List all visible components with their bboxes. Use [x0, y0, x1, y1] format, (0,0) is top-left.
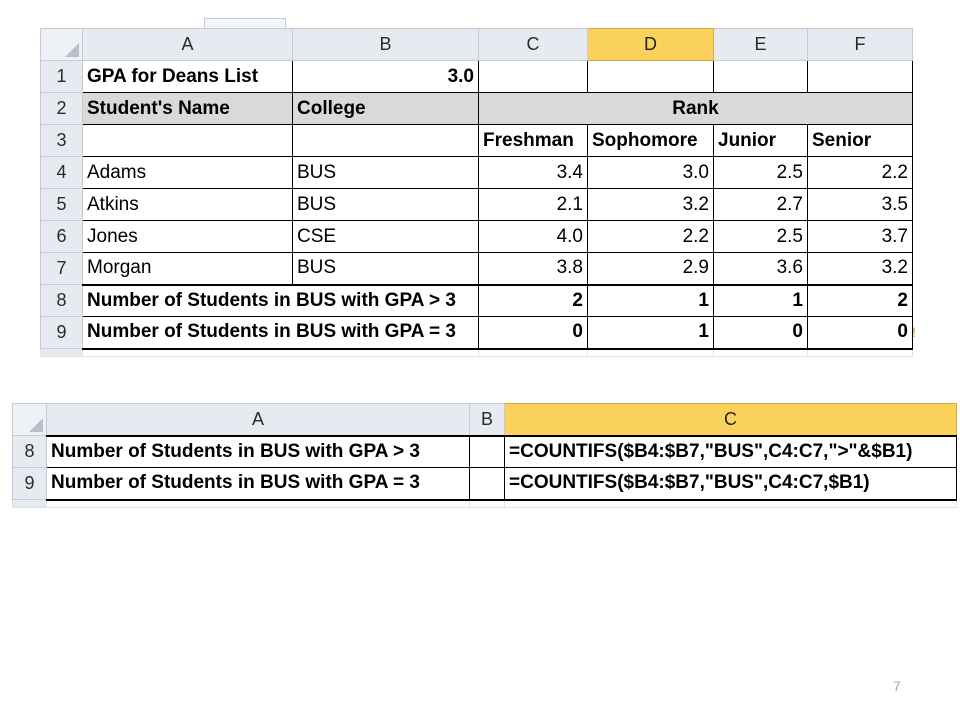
cell-b2[interactable]: College	[293, 93, 479, 125]
page-number: 7	[893, 678, 901, 694]
cell-a5[interactable]: Atkins	[83, 189, 293, 221]
table-row-partial	[13, 500, 957, 508]
cell-e5[interactable]: 2.7	[714, 189, 808, 221]
table-row	[13, 468, 957, 500]
column-header-row	[13, 404, 957, 436]
cell-partial	[83, 349, 479, 357]
cell-a1[interactable]: GPA for Deans List	[83, 61, 293, 93]
cell-a8[interactable]: Number of Students in BUS with GPA > 3	[47, 436, 470, 468]
cell-b1[interactable]: 3.0	[293, 61, 479, 93]
cell-partial	[47, 500, 470, 508]
row-header[interactable]: 6	[41, 221, 83, 253]
cell-partial	[808, 349, 913, 357]
table-row	[41, 157, 913, 189]
column-header-b[interactable]: B	[470, 404, 505, 436]
cell-partial	[479, 349, 588, 357]
spreadsheet-formulas	[12, 403, 957, 508]
table-row	[13, 436, 957, 468]
table-row-partial	[41, 349, 913, 357]
cell-c2-rank-merged[interactable]: Rank	[479, 93, 913, 125]
cell-a6[interactable]: Jones	[83, 221, 293, 253]
cell-d9[interactable]: 1	[588, 317, 714, 349]
cell-partial	[505, 500, 957, 508]
cell-d8[interactable]: 1	[588, 285, 714, 317]
table-row	[41, 317, 913, 349]
cell-a7[interactable]: Morgan	[83, 253, 293, 285]
column-header-f[interactable]: F	[808, 29, 913, 61]
cell-e4[interactable]: 2.5	[714, 157, 808, 189]
cell-d5[interactable]: 3.2	[588, 189, 714, 221]
cell-c8-formula[interactable]: =COUNTIFS($B4:$B7,"BUS",C4:C7,">"&$B1)	[505, 436, 957, 468]
cell-f6[interactable]: 3.7	[808, 221, 913, 253]
cell-e3[interactable]: Junior	[714, 125, 808, 157]
cell-f5[interactable]: 3.5	[808, 189, 913, 221]
column-header-row	[41, 29, 913, 61]
cell-c6[interactable]: 4.0	[479, 221, 588, 253]
cell-d1[interactable]	[588, 61, 714, 93]
table-row	[41, 221, 913, 253]
cell-c1[interactable]	[479, 61, 588, 93]
row-header[interactable]: 1	[41, 61, 83, 93]
cell-b8[interactable]	[470, 436, 505, 468]
column-header-b[interactable]: B	[293, 29, 479, 61]
cell-f1[interactable]	[808, 61, 913, 93]
row-header[interactable]: 8	[13, 436, 47, 468]
column-header-d[interactable]: D	[588, 29, 714, 61]
cell-a9[interactable]: Number of Students in BUS with GPA = 3	[47, 468, 470, 500]
table-row	[41, 189, 913, 221]
cell-f3[interactable]: Senior	[808, 125, 913, 157]
row-header[interactable]: 4	[41, 157, 83, 189]
table-row	[41, 253, 913, 285]
cell-f7[interactable]: 3.2	[808, 253, 913, 285]
cell-c5[interactable]: 2.1	[479, 189, 588, 221]
cell-c9[interactable]: 0	[479, 317, 588, 349]
cell-c7[interactable]: 3.8	[479, 253, 588, 285]
cell-f9[interactable]: 0	[808, 317, 913, 349]
spreadsheet-main	[40, 28, 913, 357]
cell-b5[interactable]: BUS	[293, 189, 479, 221]
column-header-a[interactable]: A	[83, 29, 293, 61]
cell-d7[interactable]: 2.9	[588, 253, 714, 285]
cell-e6[interactable]: 2.5	[714, 221, 808, 253]
row-header-partial	[13, 500, 47, 508]
cell-d4[interactable]: 3.0	[588, 157, 714, 189]
column-header-e[interactable]: E	[714, 29, 808, 61]
cell-c9-formula[interactable]: =COUNTIFS($B4:$B7,"BUS",C4:C7,$B1)	[505, 468, 957, 500]
table-row	[41, 93, 913, 125]
table-row	[41, 285, 913, 317]
row-header[interactable]: 5	[41, 189, 83, 221]
cell-b6[interactable]: CSE	[293, 221, 479, 253]
cell-c4[interactable]: 3.4	[479, 157, 588, 189]
cell-b3[interactable]	[293, 125, 479, 157]
cell-e8[interactable]: 1	[714, 285, 808, 317]
cell-f8[interactable]: 2	[808, 285, 913, 317]
cell-e7[interactable]: 3.6	[714, 253, 808, 285]
column-header-c[interactable]: C	[479, 29, 588, 61]
cell-f4[interactable]: 2.2	[808, 157, 913, 189]
table-row	[41, 61, 913, 93]
cell-partial	[588, 349, 714, 357]
row-header[interactable]: 2	[41, 93, 83, 125]
cell-e1[interactable]	[714, 61, 808, 93]
cell-a8-merged[interactable]: Number of Students in BUS with GPA > 3	[83, 285, 479, 317]
cell-d6[interactable]: 2.2	[588, 221, 714, 253]
cell-c3[interactable]: Freshman	[479, 125, 588, 157]
cell-c8[interactable]: 2	[479, 285, 588, 317]
cell-b9[interactable]	[470, 468, 505, 500]
cell-partial	[470, 500, 505, 508]
column-header-c[interactable]: C	[505, 404, 957, 436]
row-header-partial	[41, 349, 83, 357]
cell-a9-merged[interactable]: Number of Students in BUS with GPA = 3	[83, 317, 479, 349]
cell-a2[interactable]: Student's Name	[83, 93, 293, 125]
cell-partial	[714, 349, 808, 357]
table-row	[41, 125, 913, 157]
row-header[interactable]: 9	[13, 468, 47, 500]
column-header-a[interactable]: A	[47, 404, 470, 436]
cell-a3[interactable]	[83, 125, 293, 157]
row-header[interactable]: 3	[41, 125, 83, 157]
cell-b7[interactable]: BUS	[293, 253, 479, 285]
cell-b4[interactable]: BUS	[293, 157, 479, 189]
select-all-corner[interactable]	[41, 29, 83, 61]
row-header[interactable]: 9	[41, 317, 83, 349]
cell-a4[interactable]: Adams	[83, 157, 293, 189]
row-header[interactable]: 7	[41, 253, 83, 285]
cell-d3[interactable]: Sophomore	[588, 125, 714, 157]
cell-e9[interactable]: 0	[714, 317, 808, 349]
error-indicator-icon[interactable]: !	[912, 324, 916, 340]
row-header[interactable]: 8	[41, 285, 83, 317]
select-all-corner[interactable]	[13, 404, 47, 436]
